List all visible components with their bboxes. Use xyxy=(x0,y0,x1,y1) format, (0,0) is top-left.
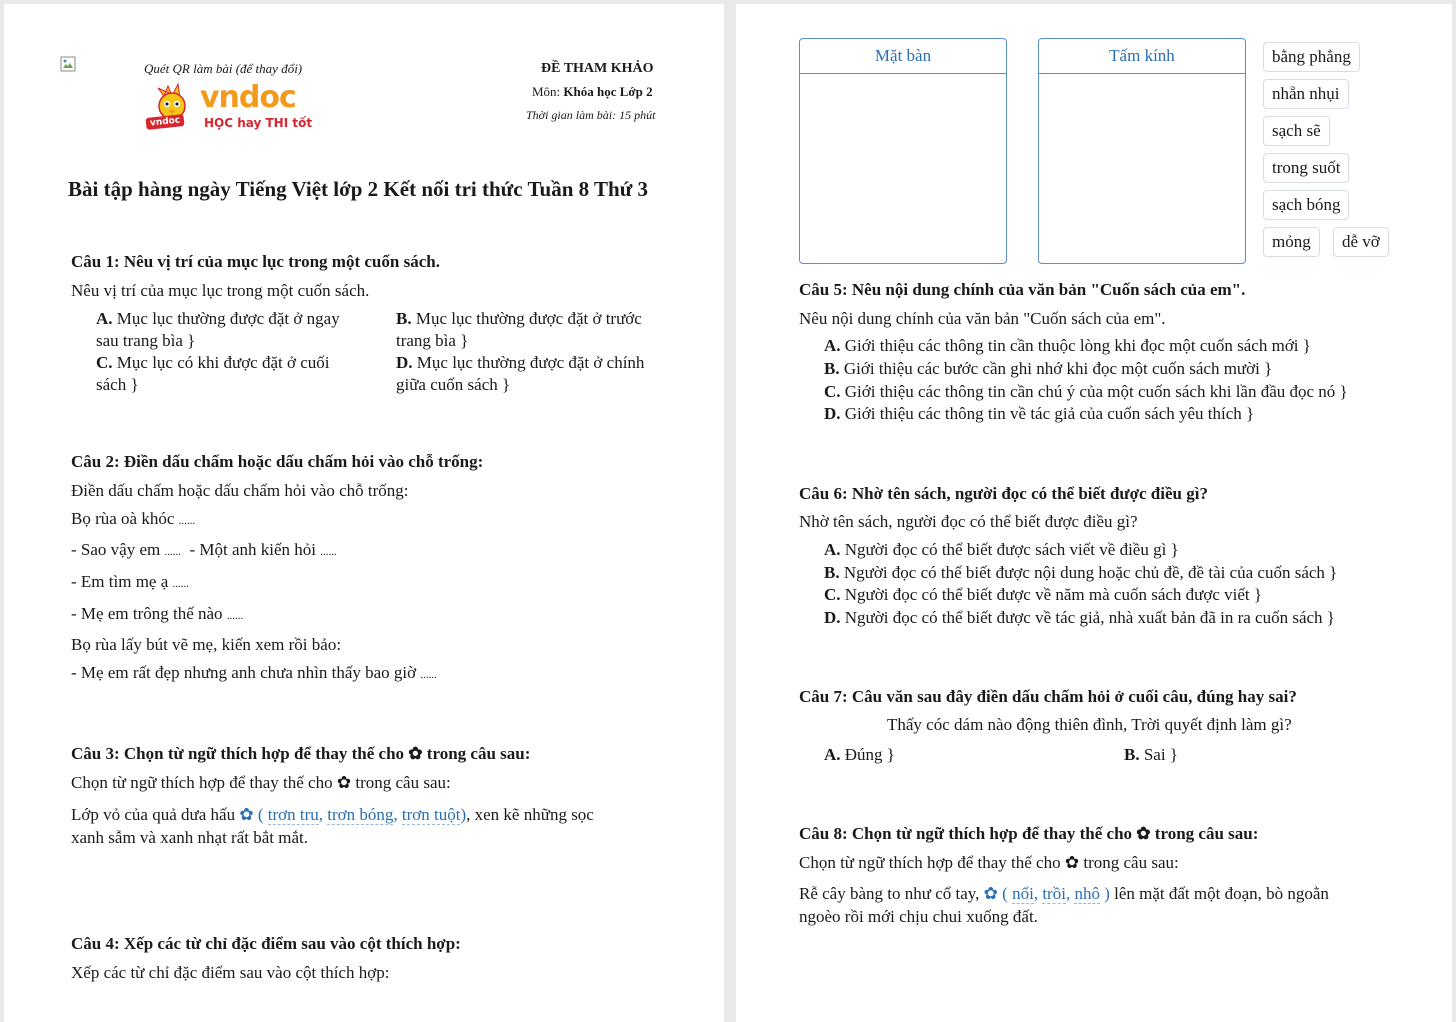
q1-option-c-text-2: sách } xyxy=(96,375,139,394)
q3-choice-1[interactable]: trơn tru xyxy=(267,805,319,824)
q2-title: Câu 2: Điền dấu chấm hoặc dấu chấm hỏi vào chỗ trống: xyxy=(71,452,484,471)
q3-text-a: Chọn từ ngữ thích hợp để thay thế cho xyxy=(71,773,333,792)
q1-option-b-text: Mục lục thường được đặt ở trước xyxy=(415,309,642,328)
q2-blank-6[interactable]: ...... xyxy=(420,669,437,681)
q4-chip-bang-phang[interactable]: bằng phẳng xyxy=(1263,42,1360,72)
q1-option-c[interactable] xyxy=(96,352,386,396)
q3-sentence: Lớp vỏ của quả dưa hấu ✿ ( trơn tru, trơn bóng, trơn tuột), xen kẽ những sọc xanh sẫm và xanh nhạt rất bắt mắt. xyxy=(71,805,594,847)
q8-choice-2[interactable]: trồi xyxy=(1042,884,1066,903)
q3-title xyxy=(71,744,530,764)
q8-sentence: Rễ cây bàng to như cổ tay, ✿ ( nổi, trồi, nhô ) lên mặt đất một đoạn, bò ngoằn ngoèo rồi mới chịu chui xuống đất. xyxy=(799,884,1329,926)
q6-option-c[interactable] xyxy=(824,584,1262,606)
q2-line-2 xyxy=(71,540,337,560)
q5-option-c-text: Giới thiệu các thông tin cần chú ý của một cuốn sách khi lần đầu đọc nó } xyxy=(844,382,1348,401)
q4-column-2-header: Tấm kính xyxy=(1039,39,1245,74)
q5-option-d-key: D. xyxy=(824,404,841,423)
q3-sentence-c: xanh sẫm và xanh nhạt rất bắt mắt. xyxy=(71,828,308,847)
page-right xyxy=(736,4,1452,1022)
q4-column-mat-ban[interactable] xyxy=(799,38,1007,264)
flower-icon: ✿ xyxy=(983,884,998,903)
q6-option-b-text: Người đọc có thể biết được nội dung hoặc chủ đề, đề tài của cuốn sách } xyxy=(843,563,1338,582)
q3-choice-3[interactable]: trơn tuột xyxy=(401,805,461,824)
subject-label: Môn: xyxy=(532,84,561,99)
q6-option-b[interactable] xyxy=(824,562,1337,584)
q1-option-a-text: Mục lục thường được đặt ở ngay xyxy=(116,309,340,328)
q1-title: Câu 1: Nêu vị trí của mục lục trong một cuốn sách. xyxy=(71,252,440,271)
q2-line-2b-text: - Một anh kiến hỏi xyxy=(189,540,317,559)
flower-icon: ✿ xyxy=(408,744,423,763)
q7-option-a-key: A. xyxy=(824,745,841,764)
q2-blank-4[interactable]: ...... xyxy=(172,578,190,590)
q5-text: Nêu nội dung chính của văn bản "Cuốn sách của em". xyxy=(799,309,1166,328)
q1-option-a-key: A. xyxy=(96,309,113,328)
q6-option-b-key: B. xyxy=(824,563,840,582)
q5-option-d[interactable] xyxy=(824,403,1254,425)
q5-option-c[interactable] xyxy=(824,381,1348,403)
q4-text: Xếp các từ chỉ đặc điểm sau vào cột thích hợp: xyxy=(71,963,390,982)
q5-option-c-key: C. xyxy=(824,382,841,401)
q5-option-d-text: Giới thiệu các thông tin về tác giả của cuốn sách yêu thích } xyxy=(844,404,1255,423)
q1-option-a[interactable] xyxy=(96,308,386,352)
q3-title-b: trong câu sau: xyxy=(426,744,531,763)
q7-option-b-key: B. xyxy=(1124,745,1140,764)
page-title: Bài tập hàng ngày Tiếng Việt lớp 2 Kết nối tri thức Tuần 8 Thứ 3 xyxy=(68,177,649,201)
q4-chip-nhan-nhui[interactable]: nhẵn nhụi xyxy=(1263,79,1349,109)
logo-badge: vndoc xyxy=(145,114,184,130)
q1-option-a-text-2: sau trang bìa } xyxy=(96,331,196,350)
q2-blank-3[interactable]: ...... xyxy=(320,546,337,558)
q5-option-b-text: Giới thiệu các bước cần ghi nhớ khi đọc một cuốn sách mười } xyxy=(843,359,1273,378)
q5-title: Câu 5: Nêu nội dung chính của văn bản "Cuốn sách của em". xyxy=(799,280,1246,299)
q6-option-d-key: D. xyxy=(824,608,841,627)
q1-option-b-key: B. xyxy=(396,309,412,328)
q1-option-d[interactable] xyxy=(396,352,696,396)
q5-option-b-key: B. xyxy=(824,359,840,378)
q6-title: Câu 6: Nhờ tên sách, người đọc có thể biết được điều gì? xyxy=(799,484,1208,503)
q3-open-paren: ( xyxy=(257,805,264,824)
q2-line-1 xyxy=(71,509,195,529)
q3-close-paren: ) xyxy=(460,805,467,824)
q6-option-d[interactable] xyxy=(824,607,1335,629)
q7-title: Câu 7: Câu văn sau đây điền dấu chấm hỏi ở cuối câu, đúng hay sai? xyxy=(799,687,1297,706)
q8-sentence-b: lên mặt đất một đoạn, bò ngoằn xyxy=(1114,884,1329,903)
q3-title-a: Câu 3: Chọn từ ngữ thích hợp để thay thế cho xyxy=(71,744,405,763)
q4-chip-mong[interactable]: mỏng xyxy=(1263,227,1320,257)
q4-chip-trong-suot[interactable]: trong suốt xyxy=(1263,153,1349,183)
q4-title: Câu 4: Xếp các từ chỉ đặc điểm sau vào cột thích hợp: xyxy=(71,934,461,953)
broken-image-icon xyxy=(60,56,76,72)
q8-text-a: Chọn từ ngữ thích hợp để thay thế cho xyxy=(799,853,1061,872)
q2-line-5: Bọ rùa lấy bút vẽ mẹ, kiến xem rồi bảo: xyxy=(71,635,342,654)
q2-line-2a-text: - Sao vậy em xyxy=(71,540,161,559)
q2-text: Điền dấu chấm hoặc dấu chấm hỏi vào chỗ trống: xyxy=(71,481,409,500)
q7-option-a-text: Đúng } xyxy=(844,745,895,764)
q4-chip-sach-bong[interactable]: sạch bóng xyxy=(1263,190,1349,220)
q8-close-paren: ) xyxy=(1104,884,1110,903)
q6-option-c-text: Người đọc có thể biết được về năm mà cuốn sách được viết } xyxy=(844,585,1263,604)
logo-slogan: HỌC hay THI tốt xyxy=(204,116,313,130)
subject-line xyxy=(532,84,653,100)
q6-text: Nhờ tên sách, người đọc có thể biết được điều gì? xyxy=(799,512,1138,531)
q3-text-b: trong câu sau: xyxy=(355,773,451,792)
q1-text: Nêu vị trí của mục lục trong một cuốn sách. xyxy=(71,281,370,300)
doc-type: ĐỀ THAM KHẢO xyxy=(541,61,654,76)
q7-option-b[interactable] xyxy=(1124,744,1178,766)
qr-note: Quét QR làm bài (để thay đổi) xyxy=(144,61,303,76)
q5-option-a-text: Giới thiệu các thông tin cần thuộc lòng khi đọc một cuốn sách mới } xyxy=(844,336,1311,355)
q2-blank-5[interactable]: ...... xyxy=(226,610,244,622)
q8-open-paren: ( xyxy=(1002,884,1008,903)
q5-option-b[interactable] xyxy=(824,358,1272,380)
q2-blank-2[interactable]: ...... xyxy=(164,546,181,558)
q2-line-4 xyxy=(71,604,243,624)
q3-choice-2[interactable]: trơn bóng xyxy=(327,805,394,824)
q5-option-a-key: A. xyxy=(824,336,841,355)
q4-chip-sach-se[interactable]: sạch sẽ xyxy=(1263,116,1330,146)
logo-text: vndoc xyxy=(200,80,296,115)
q6-option-a[interactable] xyxy=(824,539,1179,561)
q3-sentence-a: Lớp vỏ của quả dưa hấu xyxy=(71,805,236,824)
q6-option-a-key: A. xyxy=(824,540,841,559)
flower-icon: ✿ xyxy=(239,805,254,824)
flower-icon: ✿ xyxy=(1064,853,1080,872)
q8-title-b: trong câu sau: xyxy=(1154,824,1259,843)
q8-choice-3[interactable]: nhô xyxy=(1074,884,1100,903)
q7-option-b-text: Sai } xyxy=(1143,745,1178,764)
q1-option-d-text-2: giữa cuốn sách } xyxy=(396,375,511,394)
q1-option-c-text: Mục lục có khi được đặt ở cuối xyxy=(116,353,330,372)
q8-title-a: Câu 8: Chọn từ ngữ thích hợp để thay thế cho xyxy=(799,824,1133,843)
q2-blank-1[interactable]: ...... xyxy=(178,515,196,527)
q2-line-1-text: Bọ rùa oà khóc xyxy=(71,509,175,528)
q6-option-d-text: Người đọc có thể biết được về tác giả, nhà xuất bản đã in ra cuốn sách } xyxy=(844,608,1335,627)
vndoc-logo[interactable] xyxy=(146,82,316,134)
q4-column-tam-kinh[interactable] xyxy=(1038,38,1246,264)
flower-icon: ✿ xyxy=(1136,824,1151,843)
q1-option-b[interactable] xyxy=(396,308,696,352)
q3-sentence-b: , xen kẽ những sọc xyxy=(466,805,594,824)
q6-option-a-text: Người đọc có thể biết được sách viết về điều gì } xyxy=(844,540,1179,559)
q8-text xyxy=(799,853,1179,873)
q8-sentence-a: Rễ cây bàng to như cổ tay, xyxy=(799,884,980,903)
time-label: Thời gian làm bài: 15 phút xyxy=(526,108,656,122)
q3-text xyxy=(71,773,451,793)
q7-option-a[interactable] xyxy=(824,744,895,766)
subject-value: Khóa học Lớp 2 xyxy=(563,84,653,99)
q8-sentence-c: ngoèo rồi mới chịu chui xuống đất. xyxy=(799,907,1038,926)
q2-line-3-text: - Em tìm mẹ ạ xyxy=(71,572,169,591)
q1-option-d-text: Mục lục thường được đặt ở chính xyxy=(416,353,645,372)
q2-line-3 xyxy=(71,572,189,592)
q2-line-6 xyxy=(71,663,437,683)
q2-line-4-text: - Mẹ em trông thế nào xyxy=(71,604,223,623)
q8-choice-1[interactable]: nổi xyxy=(1012,884,1034,903)
q1-option-b-text-2: trang bìa } xyxy=(396,331,469,350)
flower-icon: ✿ xyxy=(336,773,352,792)
q1-option-d-key: D. xyxy=(396,353,413,372)
q6-option-c-key: C. xyxy=(824,585,841,604)
q2-line-6-text: - Mẹ em rất đẹp nhưng anh chưa nhìn thấy bao giờ xyxy=(71,663,417,682)
q1-option-c-key: C. xyxy=(96,353,113,372)
page-left xyxy=(4,4,724,1022)
q4-chip-de-vo[interactable]: dễ vỡ xyxy=(1333,227,1389,257)
q8-title xyxy=(799,824,1258,844)
q4-column-1-header: Mặt bàn xyxy=(800,39,1006,74)
q5-option-a[interactable] xyxy=(824,335,1311,357)
q8-text-b: trong câu sau: xyxy=(1083,853,1179,872)
q7-sentence: Thấy cóc dám nào động thiên đình, Trời quyết định làm gì? xyxy=(887,715,1292,734)
